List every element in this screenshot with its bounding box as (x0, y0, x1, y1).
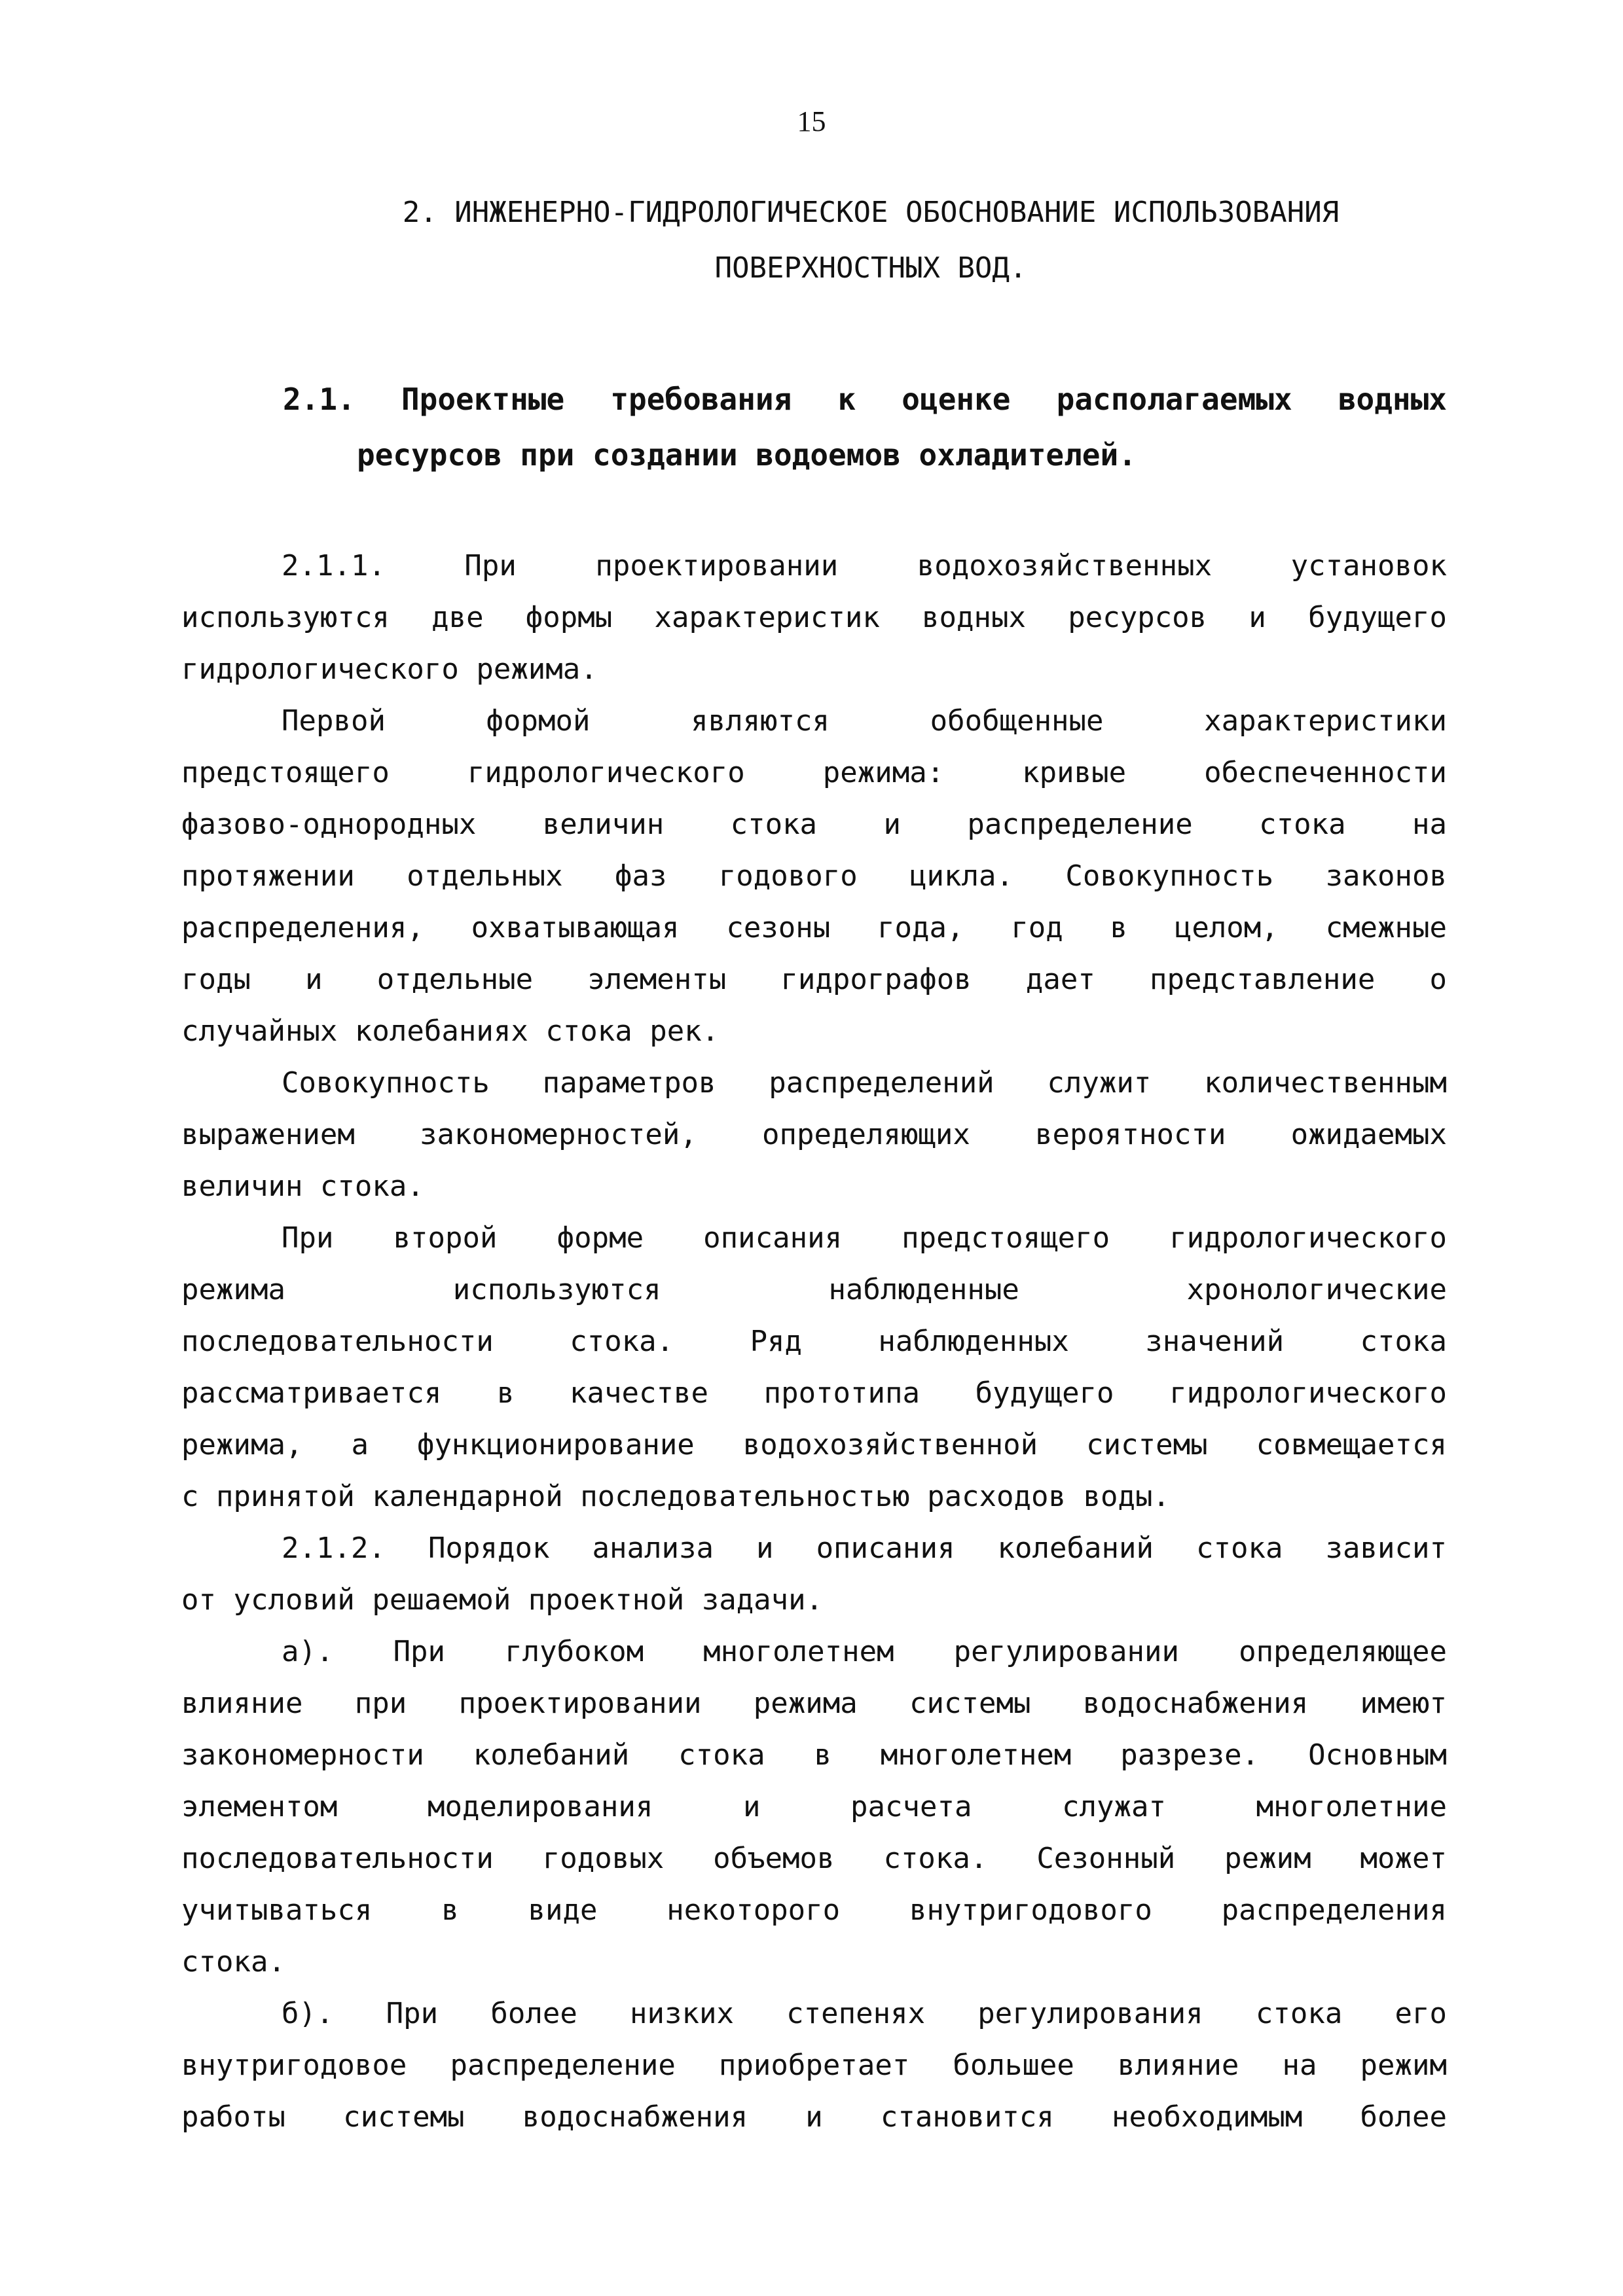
body-line-1: 2.1.1. При проектировании водохозяйственных установок (282, 549, 1447, 583)
body-line-4: Первой формой являются обобщенные характеристики (282, 704, 1447, 738)
body-line-7: протяжении отдельных фаз годового цикла. Совокупность законов (181, 859, 1447, 893)
body-line-5: предстоящего гидрологического режима: кривые обеспеченности (181, 756, 1447, 789)
body-line-26: последовательности годовых объемов стока. Сезонный режим может (181, 1842, 1447, 1875)
body-line-18: режима, а функционирование водохозяйственной системы совмещается (181, 1428, 1447, 1462)
body-line-25: элементом моделирования и расчета служат многолетние (181, 1790, 1447, 1823)
body-line-17: рассматривается в качестве прототипа будущего гидрологического (181, 1376, 1447, 1410)
body-line-28: стока. (181, 1945, 285, 1979)
body-line-16: последовательности стока. Ряд наблюденных значений стока (181, 1325, 1447, 1358)
body-line-21: от условий решаемой проектной задачи. (181, 1583, 824, 1617)
section-title-line-1: 2.1. Проектные требования к оценке располагаемых водных (283, 382, 1447, 417)
body-line-23: влияние при проектировании режима системы водоснабжения имеют (181, 1687, 1447, 1720)
body-line-3: гидрологического режима. (181, 653, 598, 686)
body-line-27: учитываться в виде некоторого внутригодового распределения (181, 1893, 1447, 1927)
body-line-6: фазово-однородных величин стока и распределение стока на (181, 808, 1447, 841)
chapter-title-line-1: 2. ИНЖЕНЕРНО-ГИДРОЛОГИЧЕСКОЕ ОБОСНОВАНИЕ ИСПОЛЬЗОВАНИЯ (402, 196, 1340, 229)
section-title-line-2: ресурсов при создании водоемов охладителей. (357, 437, 1137, 473)
body-line-31: работы системы водоснабжения и становится необходимым более (181, 2100, 1447, 2134)
body-line-10: случайных колебаниях стока рек. (181, 1014, 720, 1048)
body-line-2: используются две формы характеристик водных ресурсов и будущего (181, 601, 1447, 634)
body-line-14: При второй форме описания предстоящего гидрологического (282, 1221, 1447, 1255)
body-line-22: а). При глубоком многолетнем регулировании определяющее (282, 1635, 1447, 1668)
body-line-30: внутригодовое распределение приобретает большее влияние на режим (181, 2049, 1447, 2082)
body-text (181, 540, 1447, 2143)
body-line-12: выражением закономерностей, определяющих вероятности ожидаемых (181, 1118, 1447, 1151)
body-line-24: закономерности колебаний стока в многолетнем разрезе. Основным (181, 1738, 1447, 1772)
body-line-8: распределения, охватывающая сезоны года, год в целом, смежные (181, 911, 1447, 944)
body-line-11: Совокупность параметров распределений служит количественным (282, 1066, 1447, 1100)
body-line-13: величин стока. (181, 1170, 424, 1203)
page-number: 15 (797, 105, 826, 137)
body-line-20: 2.1.2. Порядок анализа и описания колебаний стока зависит (282, 1532, 1447, 1565)
chapter-title-line-2: ПОВЕРХНОСТНЫХ ВОД. (714, 251, 1027, 285)
body-line-9: годы и отдельные элементы гидрографов дает представление о (181, 963, 1447, 996)
body-line-15: режима используются наблюденные хронологические (181, 1273, 1447, 1306)
body-line-19: с принятой календарной последовательностью расходов воды. (181, 1480, 1170, 1513)
body-line-29: б). При более низких степенях регулирования стока его (282, 1997, 1447, 2030)
